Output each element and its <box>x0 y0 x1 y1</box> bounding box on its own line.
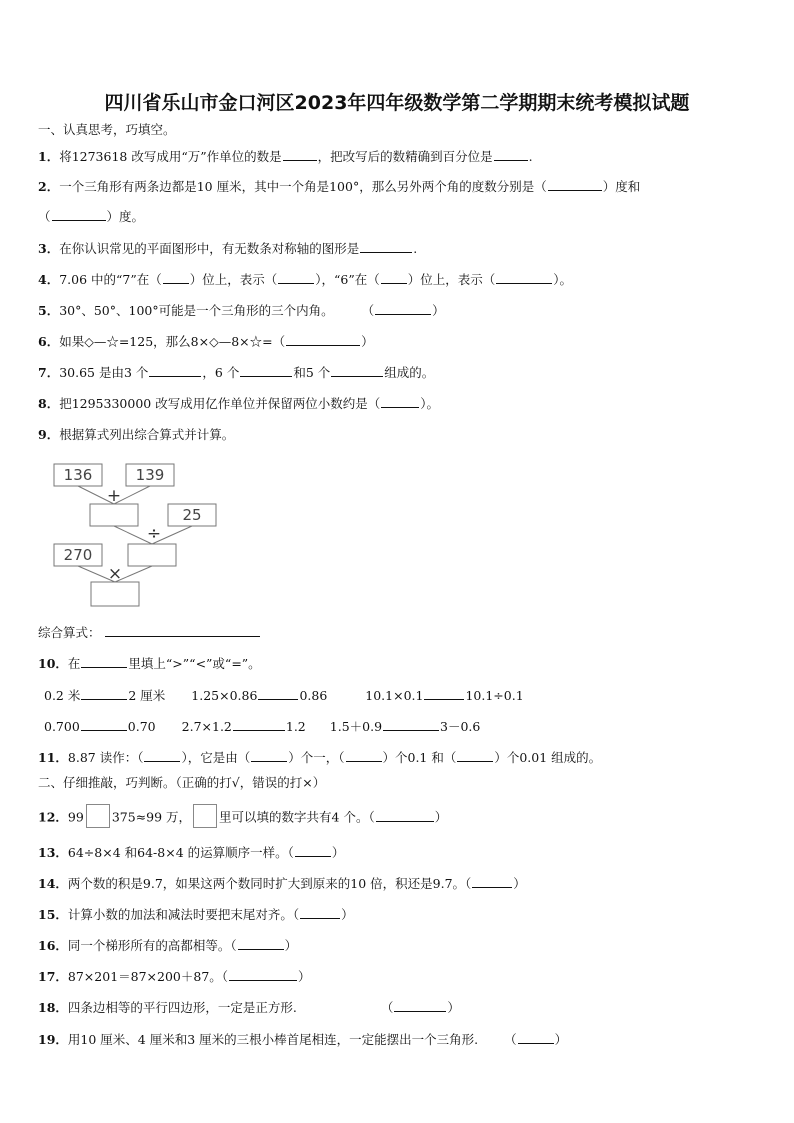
answer-blank[interactable] <box>457 749 493 762</box>
question-7 <box>38 364 434 381</box>
answer-blank[interactable] <box>518 1031 554 1044</box>
question-11 <box>38 749 601 766</box>
question-text: ） <box>554 1032 568 1047</box>
question-text: （ <box>361 303 375 318</box>
diagram-number-25: 25 <box>182 506 202 524</box>
question-text: ） <box>432 303 445 318</box>
answer-blank[interactable] <box>295 844 331 857</box>
question-text: ），“6”在（ <box>315 272 380 287</box>
answer-blank[interactable] <box>381 271 407 284</box>
question-9 <box>38 427 234 443</box>
question-text: （ <box>380 1000 394 1015</box>
question-text: ）个一，（ <box>288 750 345 765</box>
compare-left: 0.700 <box>44 719 80 734</box>
compare-left: 1.25×0.86 <box>191 688 258 703</box>
question-text: 如果◇—☆=125，那么8×◇—8×☆=（ <box>59 334 286 349</box>
question-number: 19． <box>38 1032 68 1047</box>
compare-right: 10.1÷0.1 <box>465 688 524 703</box>
question-text: ）位上，表示（ <box>407 272 496 287</box>
answer-blank[interactable] <box>548 178 602 191</box>
question-text: 把1295330000 改写成用亿作单位并保留两位小数约是（ <box>59 396 381 411</box>
question-text: 30.65 是由3 个 <box>59 365 149 380</box>
question-text: 同一个梯形所有的高都相等。（ <box>67 938 237 953</box>
question-text: ）。 <box>553 272 573 287</box>
question-text: 里可以填的数字共有4 个。（ <box>219 809 375 825</box>
answer-blank[interactable] <box>144 749 180 762</box>
question-text: 计算小数的加法和减法时要把末尾对齐。（ <box>67 907 300 922</box>
question-number: 14． <box>38 876 68 891</box>
answer-blank[interactable] <box>163 271 189 284</box>
box-result <box>91 582 139 606</box>
answer-blank[interactable] <box>240 364 292 377</box>
compare-blank[interactable] <box>81 687 127 700</box>
compare-blank[interactable] <box>81 718 127 731</box>
question-text: 和5 个 <box>293 365 331 380</box>
question-16 <box>38 937 297 954</box>
question-1 <box>38 148 533 165</box>
question-number: 18． <box>38 1000 68 1015</box>
question-text: ） <box>513 876 526 891</box>
question-text: 在你认识常见的平面图形中，有无数条对称轴的图形是 <box>59 241 360 256</box>
answer-blank[interactable] <box>52 208 106 221</box>
answer-blank[interactable] <box>360 240 412 253</box>
answer-blank[interactable] <box>381 395 419 408</box>
calculation-diagram <box>50 460 250 612</box>
question-text: 将1273618 改写成用“万”作单位的数是 <box>59 149 282 164</box>
question-text: ） <box>284 938 298 953</box>
question-number: 16． <box>38 938 68 953</box>
answer-blank[interactable] <box>346 749 382 762</box>
question-text: 87×201＝87×200＋87。（ <box>67 969 229 984</box>
section-heading-2: 二、仔细推敲，巧判断。（正确的打√，错误的打×） <box>38 775 326 790</box>
question-text: ） <box>447 1000 460 1015</box>
question-14 <box>38 875 526 892</box>
question-text: ），它是由（ <box>181 750 251 765</box>
question-10-row-1 <box>44 687 524 704</box>
question-17 <box>38 968 311 985</box>
question-15 <box>38 906 354 923</box>
formula-label: 综合算式： <box>38 625 101 640</box>
question-number: 2． <box>38 179 60 194</box>
answer-blank[interactable] <box>394 999 446 1012</box>
question-text: ） <box>434 809 448 825</box>
diagram-number-136: 136 <box>63 466 93 484</box>
question-text: 在 <box>67 656 81 671</box>
answer-blank[interactable] <box>286 333 360 346</box>
answer-blank[interactable] <box>149 364 201 377</box>
question-text: 99 <box>67 809 84 825</box>
section-heading-1: 一、认真思考，巧填空。 <box>38 122 176 137</box>
question-text: ）个0.1 和（ <box>382 750 457 765</box>
answer-blank[interactable] <box>331 364 383 377</box>
question-text: ，把改写后的数精确到百分位是 <box>317 149 493 164</box>
question-text: ，6 个 <box>202 365 240 380</box>
question-text: 一个三角形有两条边都是10 厘米，其中一个角是100°，那么另外两个角的度数分别是（ <box>59 179 547 194</box>
diagram-operator-plus: + <box>106 486 122 506</box>
question-text: ） <box>361 334 374 349</box>
question-text: ） <box>298 969 311 984</box>
question-text: （ <box>38 209 51 224</box>
question-8 <box>38 395 439 412</box>
answer-blank[interactable] <box>375 302 431 315</box>
question-text: 64÷8×4 和64-8×4 的运算顺序一样。（ <box>67 845 294 860</box>
question-10 <box>38 655 261 672</box>
question-number: 17． <box>38 969 68 984</box>
question-number: 4． <box>38 272 60 287</box>
question-text: ）。 <box>420 396 439 411</box>
diagram-operator-divide: ÷ <box>146 524 162 544</box>
question-5 <box>38 302 445 319</box>
question-text: 组成的。 <box>384 365 435 380</box>
answer-blank[interactable] <box>81 655 127 668</box>
digit-box[interactable] <box>86 804 110 828</box>
compare-blank[interactable] <box>258 687 298 700</box>
answer-blank[interactable] <box>300 906 340 919</box>
question-6 <box>38 333 374 350</box>
answer-blank[interactable] <box>472 875 512 888</box>
question-number: 10． <box>38 656 68 671</box>
question-text: . <box>413 241 418 256</box>
answer-blank[interactable] <box>496 271 552 284</box>
question-text: ） <box>341 907 354 922</box>
question-13 <box>38 844 344 861</box>
question-4 <box>38 271 572 288</box>
question-19 <box>38 1031 567 1048</box>
question-number: 11． <box>38 750 68 765</box>
question-3 <box>38 240 417 257</box>
question-text: 8.87 读作：（ <box>67 750 144 765</box>
compare-right: 0.70 <box>127 719 156 734</box>
question-text: ）度。 <box>106 209 145 224</box>
compare-right: 1.2 <box>285 719 306 734</box>
answer-blank[interactable] <box>283 148 317 161</box>
compare-right: 3－0.6 <box>440 719 481 734</box>
question-number: 1． <box>38 149 60 164</box>
question-text: ）个0.01 组成的。 <box>494 750 602 765</box>
compare-left: 0.2 米 <box>44 688 81 703</box>
question-text: 30°、50°、100°可能是一个三角形的三个内角。 <box>59 303 334 318</box>
compare-right: 0.86 <box>299 688 328 703</box>
q9-formula-line <box>38 624 260 641</box>
question-text: ） <box>331 845 345 860</box>
answer-blank[interactable] <box>494 148 528 161</box>
question-text: ）度和 <box>602 179 641 194</box>
question-10-row-2 <box>44 718 480 735</box>
question-number: 6． <box>38 334 60 349</box>
question-text: 375≈99 万， <box>111 809 192 825</box>
question-number: 15． <box>38 907 68 922</box>
question-text: ）位上，表示（ <box>189 272 278 287</box>
question-text: 两个数的积是9.7，如果这两个数同时扩大到原来的10 倍，积还是9.7。（ <box>67 876 472 891</box>
compare-blank[interactable] <box>383 718 439 731</box>
question-number: 12． <box>38 809 68 825</box>
question-text: 根据算式列出综合算式并计算。 <box>59 427 235 442</box>
question-text: 里填上“>”“<”或“=”。 <box>128 656 261 671</box>
compare-left: 10.1×0.1 <box>365 688 424 703</box>
compare-left: 2.7×1.2 <box>181 719 232 734</box>
compare-blank[interactable] <box>424 687 464 700</box>
page-title: 四川省乐山市金口河区2023年四年级数学第二学期期末统考模拟试题 <box>104 92 690 114</box>
answer-blank[interactable] <box>251 749 287 762</box>
formula-answer-blank[interactable] <box>105 624 260 637</box>
question-number: 7． <box>38 365 60 380</box>
compare-right: 2 厘米 <box>128 688 166 703</box>
question-text: 7.06 中的“7”在（ <box>59 272 162 287</box>
answer-blank[interactable] <box>278 271 314 284</box>
diagram-number-270: 270 <box>63 546 93 564</box>
question-text: 四条边相等的平行四边形，一定是正方形. <box>67 1000 297 1015</box>
question-2-continued <box>38 208 144 225</box>
answer-blank[interactable] <box>238 937 284 950</box>
question-18 <box>38 999 460 1016</box>
question-number: 13． <box>38 845 68 860</box>
question-text: 用10 厘米、4 厘米和3 厘米的三根小棒首尾相连，一定能摆出一个三角形. <box>67 1032 479 1047</box>
question-number: 9． <box>38 427 60 442</box>
question-12 <box>38 806 447 830</box>
answer-blank[interactable] <box>229 968 297 981</box>
diagram-operator-multiply: × <box>107 564 123 584</box>
diagram-number-139: 139 <box>135 466 165 484</box>
box-sum <box>90 504 138 526</box>
compare-left: 1.5＋0.9 <box>329 719 383 734</box>
box-quotient <box>128 544 176 566</box>
question-number: 8． <box>38 396 60 411</box>
question-number: 3． <box>38 241 60 256</box>
compare-blank[interactable] <box>233 718 285 731</box>
question-text: （ <box>504 1032 517 1047</box>
question-2 <box>38 178 640 195</box>
question-text: . <box>528 149 533 164</box>
question-number: 5． <box>38 303 60 318</box>
digit-box-reference <box>193 804 217 828</box>
answer-blank[interactable] <box>376 809 434 822</box>
